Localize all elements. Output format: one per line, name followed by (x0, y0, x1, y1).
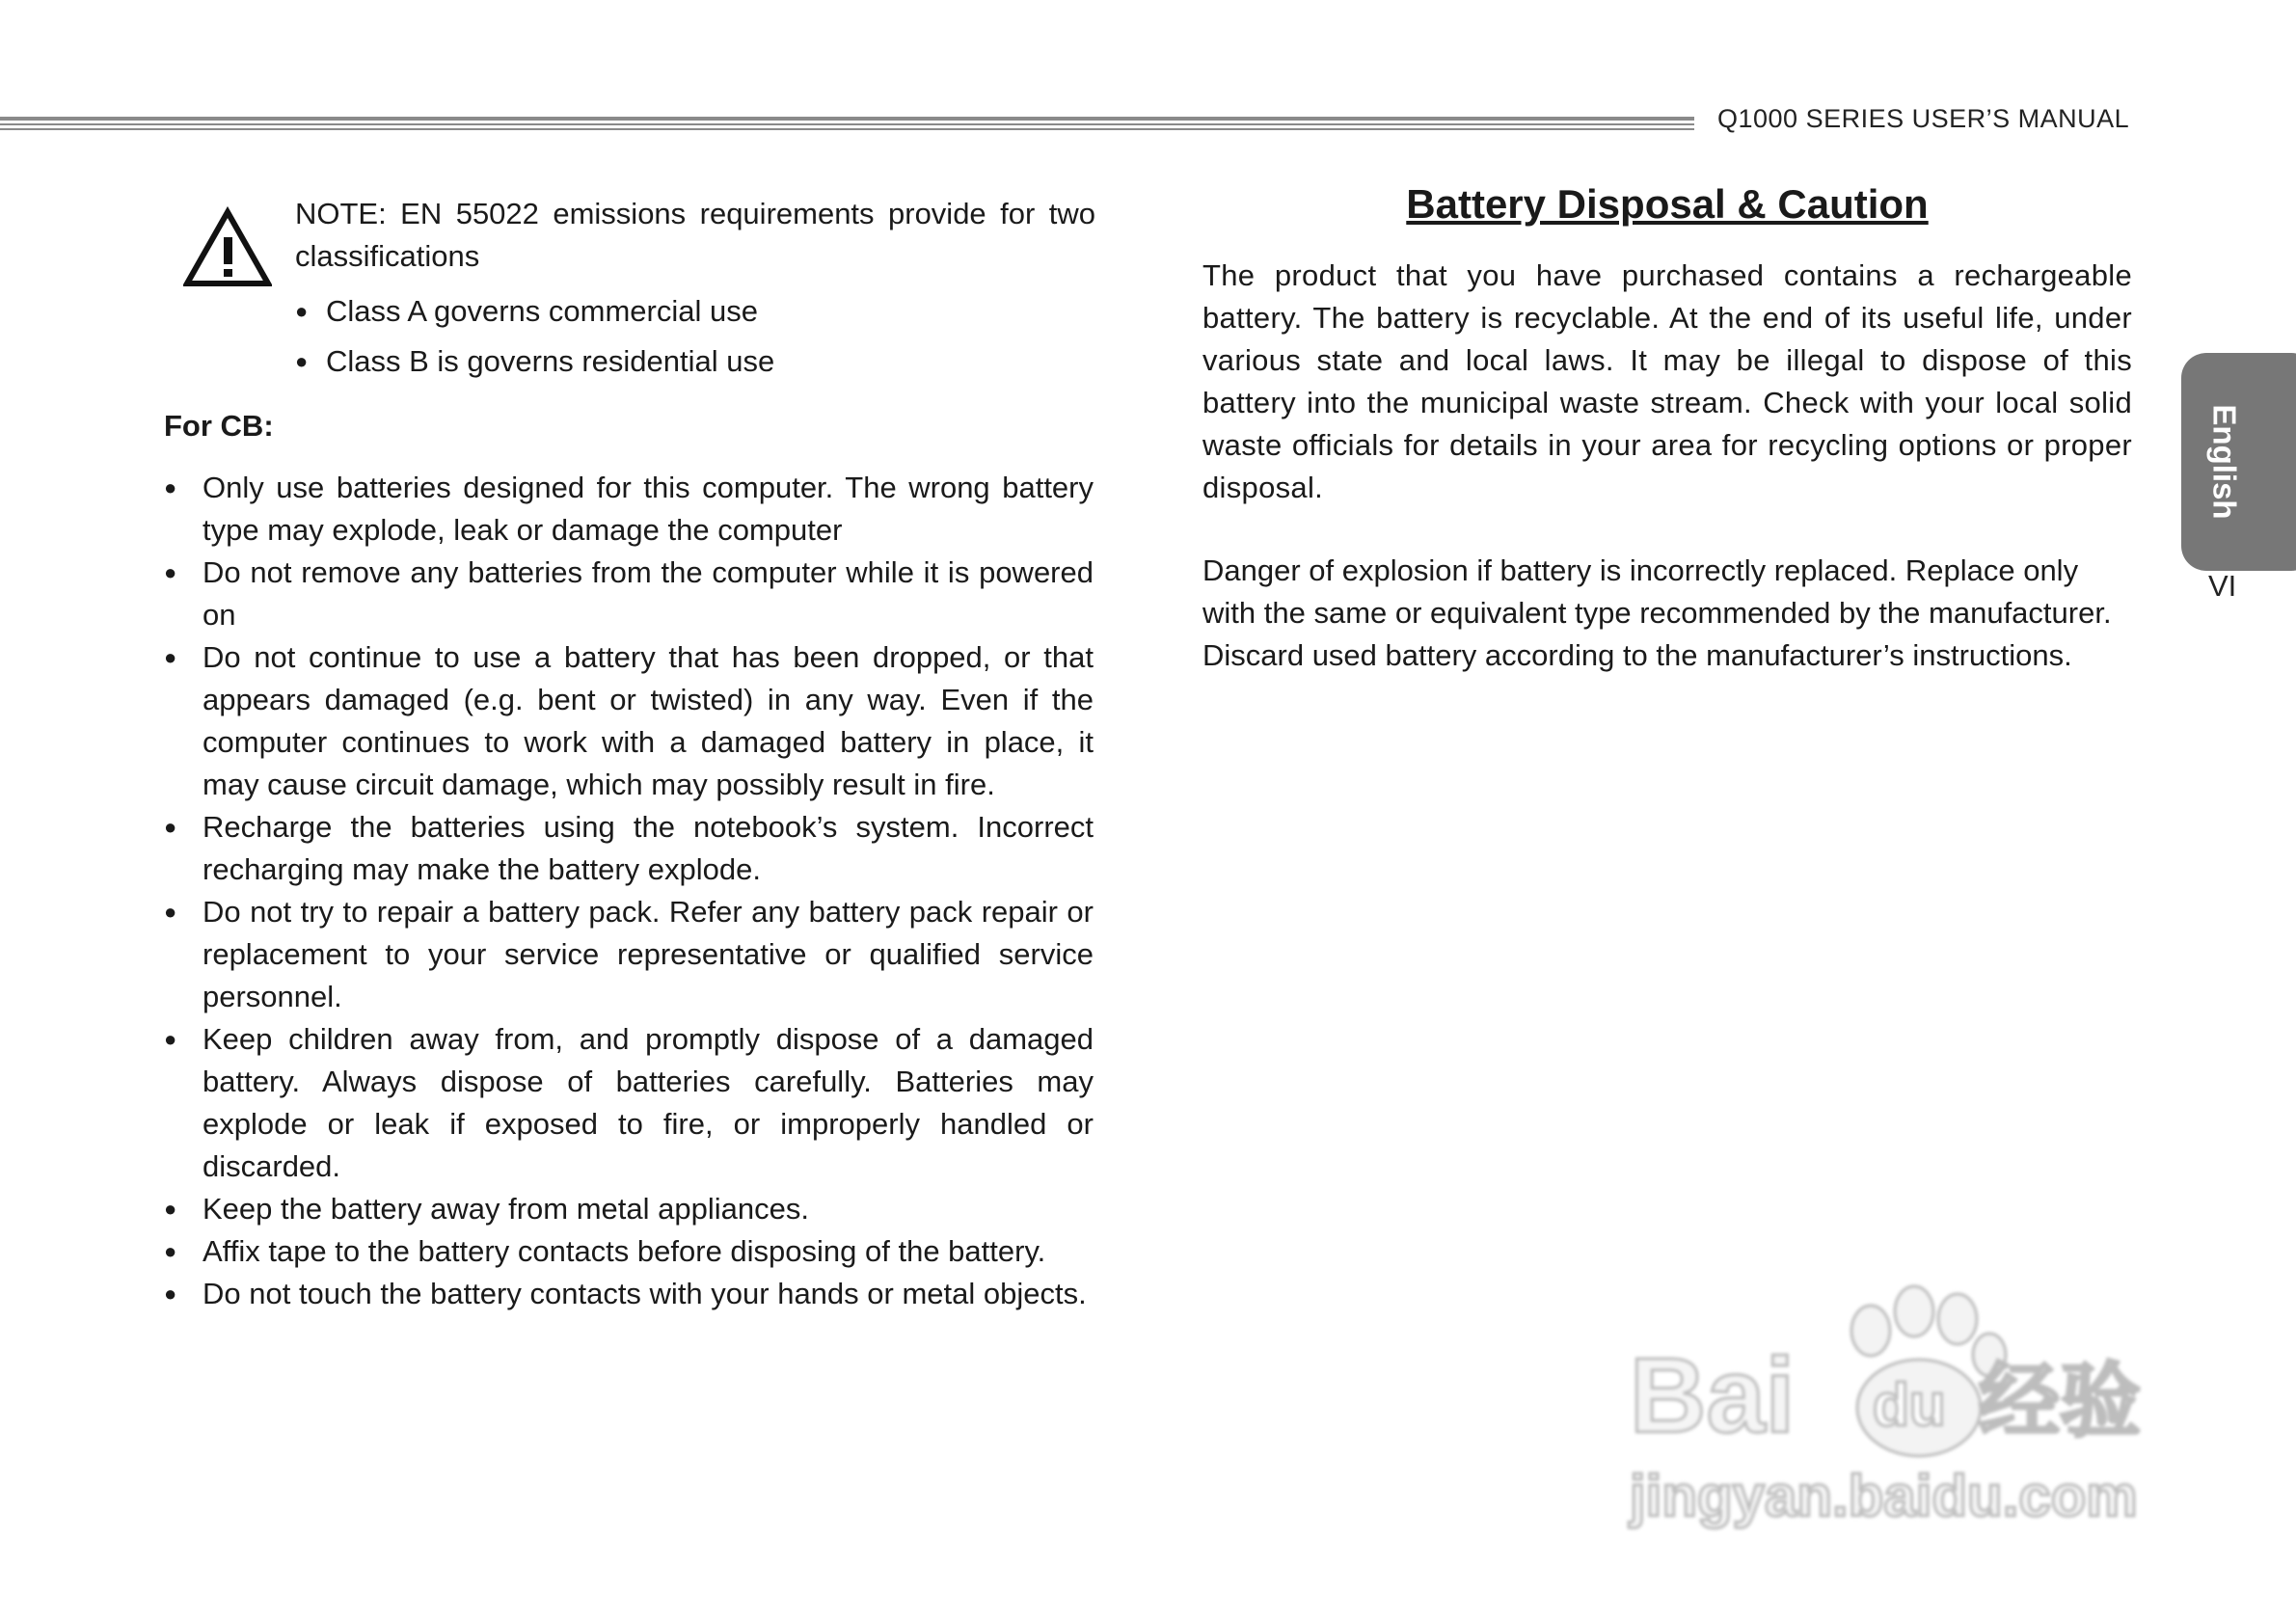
watermark-url: jingyan.baidu.com (1630, 1464, 2138, 1528)
manual-title: Q1000 SERIES USER’S MANUAL (1717, 104, 2130, 133)
list-item: ● Do not try to repair a battery pack. Refer any battery pack repair or replacement to your service representative or qualified service personnel. (164, 891, 1094, 1018)
list-item: ● Do not remove any batteries from the computer while it is powered on (164, 552, 1094, 636)
cb-heading: For CB: (164, 409, 274, 443)
danger-line: Discard used battery according to the manufacturer’s instructions. (1202, 638, 2072, 672)
cb-list (164, 467, 1094, 1315)
danger-line: Danger of explosion if battery is incorrectly replaced. Replace only (1202, 553, 2079, 587)
list-item: ● Class A governs commercial use (295, 286, 774, 337)
list-item: ● Affix tape to the battery contacts before disposing of the battery. (164, 1230, 1094, 1273)
list-item: ● Do not continue to use a battery that has been dropped, or that appears damaged (e.g. bent or twisted) in any way. Even if the computer continues to work with a damaged battery in place, it may cause circuit damage, which may possibly result in fire. (164, 636, 1094, 806)
list-item: ● Keep the battery away from metal appliances. (164, 1188, 1094, 1230)
disposal-paragraph: The product that you have purchased contains a rechargeable battery. The battery is recyclable. At the end of its useful life, under various state and local laws. It may be illegal to dispose of this battery into the municipal waste stream. Check with your local solid waste officials for details in your area for recycling options or proper disposal. (1202, 258, 2132, 504)
danger-line: with the same or equivalent type recommended by the manufacturer. (1202, 596, 2112, 630)
list-item: ● Do not touch the battery contacts with your hands or metal objects. (164, 1273, 1094, 1315)
note-text: NOTE: EN 55022 emissions requirements provide for two classifications (295, 197, 1095, 273)
page-number: VI (2208, 569, 2237, 603)
disposal-section (1202, 175, 2132, 677)
baidu-watermark (1620, 1263, 2160, 1533)
watermark-brand2: du (1873, 1372, 1946, 1439)
list-item: ● Recharge the batteries using the notebook’s system. Incorrect recharging may make the battery explode. (164, 806, 1094, 891)
list-item: ● Keep children away from, and promptly dispose of a damaged battery. Always dispose of batteries carefully. Batteries may explode or leak if exposed to fire, or improperly handled or discarded. (164, 1018, 1094, 1188)
section-title: Battery Disposal & Caution (1406, 181, 1929, 227)
list-item: ● Only use batteries designed for this computer. The wrong battery type may explode, leak or damage the computer (164, 467, 1094, 552)
language-tab-label: English (2207, 404, 2243, 520)
note-list (295, 286, 774, 387)
watermark-brand: Bai (1630, 1336, 1796, 1455)
watermark-brand-cn: 经验 (1979, 1354, 2142, 1448)
list-item: ● Class B is governs residential use (295, 337, 774, 387)
danger-paragraph (1202, 550, 2132, 677)
warning-icon (183, 206, 272, 289)
header-rules (0, 117, 1694, 132)
